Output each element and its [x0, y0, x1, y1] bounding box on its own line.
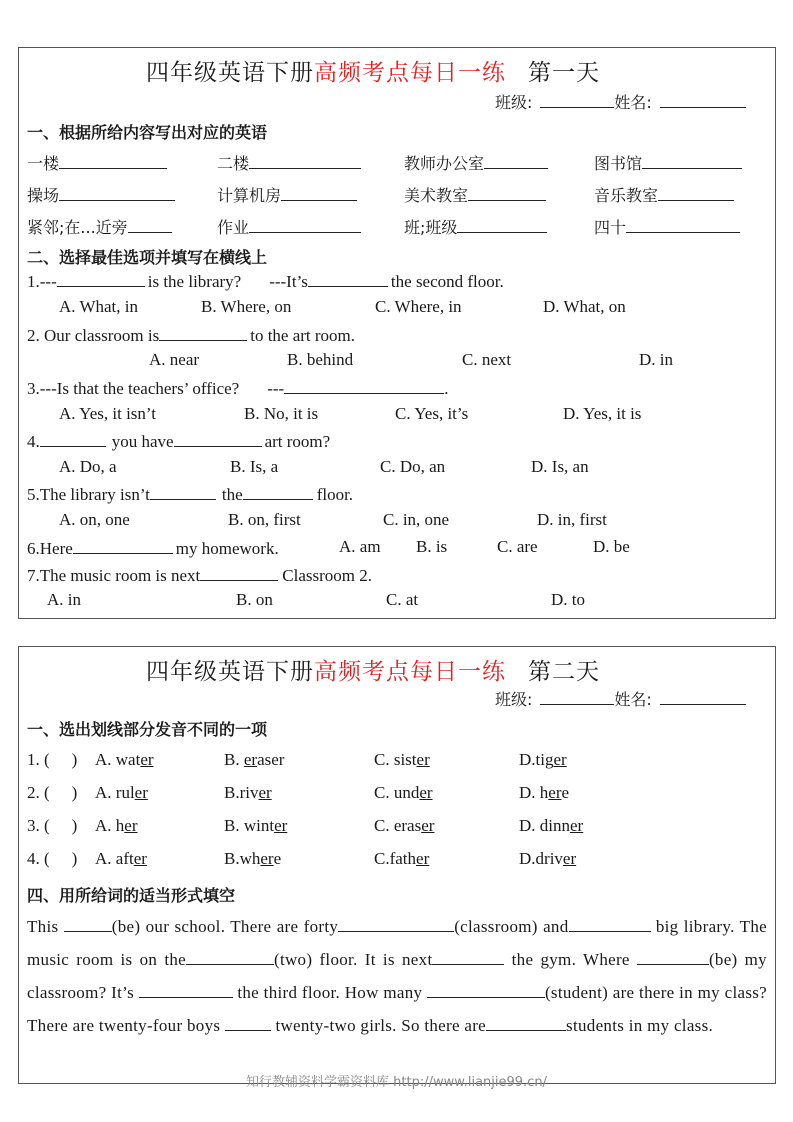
answer-blank[interactable]	[626, 216, 740, 233]
word-part: B.riv	[224, 783, 259, 802]
underlined-part: er	[416, 849, 430, 868]
option[interactable]: A. What, in	[59, 297, 139, 316]
answer-blank[interactable]	[569, 915, 651, 932]
option[interactable]: B. behind	[287, 350, 354, 369]
phonics-option[interactable]	[224, 849, 281, 869]
worksheet-day-2	[18, 646, 776, 1084]
answer-blank[interactable]	[658, 184, 734, 201]
answer-blank[interactable]	[338, 915, 454, 932]
phonics-option[interactable]	[224, 816, 287, 836]
option[interactable]: B. on	[236, 590, 273, 609]
word-part: D. dinn	[519, 816, 570, 835]
option[interactable]: A. Yes, it isn’t	[59, 404, 156, 423]
class-field[interactable]	[540, 91, 614, 108]
word-part: C. sist	[374, 750, 417, 769]
answer-blank[interactable]	[249, 216, 361, 233]
vocab-item: 计算机房	[217, 183, 357, 206]
option[interactable]: B. on, first	[228, 510, 301, 529]
option[interactable]: D. Yes, it is	[563, 404, 642, 423]
name-field[interactable]	[660, 91, 746, 108]
option[interactable]: C. Yes, it’s	[395, 404, 469, 423]
word-part: B.wh	[224, 849, 261, 868]
word-part: D.driv	[519, 849, 563, 868]
answer-blank[interactable]	[284, 377, 444, 394]
option[interactable]: B. Where, on	[201, 297, 292, 316]
vocab-item: 二楼	[217, 151, 361, 174]
underlined-part: er	[548, 783, 562, 802]
question-6: 6.Here my homework.	[27, 539, 279, 558]
answer-blank[interactable]	[243, 483, 313, 500]
footer-watermark: 知行教辅资料学霸资料库 http://www.lianjie99.cn/	[246, 1075, 547, 1090]
answer-blank[interactable]	[484, 152, 548, 169]
option[interactable]: C. Do, an	[380, 457, 446, 476]
answer-blank[interactable]	[59, 152, 167, 169]
option[interactable]: C. next	[462, 350, 512, 369]
word-part: A. h	[95, 816, 125, 835]
word-part: D.tig	[519, 750, 554, 769]
word-part: aser	[257, 750, 285, 769]
answer-blank[interactable]	[281, 184, 357, 201]
option[interactable]: D. in, first	[537, 510, 607, 529]
answer-blank[interactable]	[642, 152, 742, 169]
word-part: C.fath	[374, 849, 417, 868]
underlined-part: er	[134, 783, 148, 802]
class-field[interactable]	[540, 688, 614, 705]
option[interactable]: C. Where, in	[375, 297, 462, 316]
option[interactable]: A. in	[47, 590, 81, 609]
phonics-option[interactable]	[224, 750, 284, 770]
student-info: 班级: 姓名:	[495, 90, 746, 113]
section-heading: 二、选择最佳选项并填写在横线上	[27, 248, 268, 267]
word-part: e	[273, 849, 282, 868]
answer-blank[interactable]	[73, 537, 173, 554]
word-part: C. und	[374, 783, 420, 802]
underlined-part: er	[258, 783, 272, 802]
word-part: A. aft	[95, 849, 134, 868]
answer-blank[interactable]	[427, 981, 545, 998]
option[interactable]: C. in, one	[383, 510, 450, 529]
answer-blank[interactable]	[637, 948, 709, 965]
phonics-option[interactable]	[519, 849, 576, 869]
phonics-option[interactable]	[374, 750, 430, 770]
answer-blank[interactable]	[159, 324, 247, 341]
vocab-item: 班;班级	[404, 215, 547, 238]
underlined-part: er	[570, 816, 584, 835]
question-number: 3. ( )	[27, 816, 78, 835]
phonics-option[interactable]	[519, 750, 567, 770]
option[interactable]: C. are	[497, 537, 538, 556]
student-info: 班级: 姓名:	[495, 687, 746, 710]
underlined-part: er	[562, 849, 577, 868]
underlined-part: er	[421, 816, 435, 835]
vocab-item: 四十	[594, 215, 740, 238]
option[interactable]: A. Do, a	[59, 457, 117, 476]
answer-blank[interactable]	[486, 1014, 566, 1031]
answer-blank[interactable]	[249, 152, 361, 169]
name-field[interactable]	[660, 688, 746, 705]
word-part: D. h	[519, 783, 549, 802]
phonics-option[interactable]	[374, 783, 433, 803]
option[interactable]: B. is	[416, 537, 448, 556]
underlined-part: er	[260, 849, 274, 868]
phonics-option[interactable]	[224, 783, 272, 803]
answer-blank[interactable]	[225, 1014, 271, 1031]
vocab-item: 美术教室	[404, 183, 546, 206]
answer-blank[interactable]	[432, 948, 504, 965]
option[interactable]: D. to	[551, 590, 585, 609]
question-1: 1.--- is the library? ---It’s the second floor.	[27, 272, 504, 291]
phonics-option[interactable]	[374, 849, 429, 869]
underlined-part: er	[124, 816, 138, 835]
option[interactable]: A. am	[339, 537, 381, 556]
phonics-option[interactable]	[95, 750, 154, 770]
question-number: 1. ( )	[27, 750, 78, 769]
fill-in-paragraph: This (be) our school. There are forty (classroom) and big library. The music room is on the (two) floor. It is next the gym. Where (be) my classroom? It’s the third floor. How many (student) are there in my class? There are twenty-four boys twenty-two girls. So there are students in my class.	[27, 917, 767, 1035]
question-number: 4. ( )	[27, 849, 78, 868]
question-4: 4. you have art room?	[27, 432, 331, 451]
answer-blank[interactable]	[468, 184, 546, 201]
option[interactable]: D. be	[593, 537, 630, 556]
phonics-option[interactable]	[374, 816, 434, 836]
answer-blank[interactable]	[59, 184, 175, 201]
question-2: 2. Our classroom is to the art room.	[27, 326, 356, 345]
underlined-part: er	[419, 783, 433, 802]
word-part: B.	[224, 750, 244, 769]
word-part: A. wat	[95, 750, 141, 769]
option[interactable]: C. at	[386, 590, 419, 609]
question-3: 3.---Is that the teachers’ office? --- .	[27, 379, 449, 398]
section-heading: 一、选出划线部分发音不同的一项	[27, 720, 268, 739]
underlined-part: er	[133, 849, 147, 868]
vocab-item: 作业	[217, 215, 361, 238]
answer-blank[interactable]	[40, 430, 106, 447]
vocab-item: 操场	[27, 183, 175, 206]
answer-blank[interactable]	[186, 948, 274, 965]
option[interactable]: A. near	[149, 350, 200, 369]
answer-blank[interactable]	[57, 270, 145, 287]
word-part: B. wint	[224, 816, 275, 835]
phonics-option[interactable]	[519, 783, 569, 803]
underlined-part: er	[243, 750, 258, 769]
vocab-item: 教师办公室	[404, 151, 548, 174]
answer-blank[interactable]	[174, 430, 262, 447]
word-part: C. eras	[374, 816, 422, 835]
phonics-option[interactable]	[95, 816, 138, 836]
phonics-option[interactable]	[519, 816, 583, 836]
underlined-part: er	[416, 750, 430, 769]
question-number: 2. ( )	[27, 783, 78, 802]
answer-blank[interactable]	[200, 564, 278, 581]
underlined-part: er	[274, 816, 288, 835]
word-part: e	[561, 783, 570, 802]
underlined-part: er	[553, 750, 567, 769]
vocab-item: 音乐教室	[594, 183, 734, 206]
option[interactable]: B. No, it is	[244, 404, 319, 423]
vocab-item: 一楼	[27, 151, 167, 174]
answer-blank[interactable]	[308, 270, 388, 287]
worksheet-title: 四年级英语下册高频考点每日一练 第二天	[146, 659, 600, 685]
word-part: A. rul	[95, 783, 135, 802]
option[interactable]: D. What, on	[543, 297, 626, 316]
answer-blank[interactable]	[139, 981, 233, 998]
vocab-item: 图书馆	[594, 151, 742, 174]
underlined-part: er	[140, 750, 154, 769]
section-heading: 四、用所给词的适当形式填空	[27, 886, 236, 905]
option[interactable]: A. on, one	[59, 510, 130, 529]
question-5: 5.The library isn’t the floor.	[27, 485, 354, 504]
answer-blank[interactable]	[64, 915, 112, 932]
vocab-item: 紧邻;在...近旁	[27, 215, 172, 238]
answer-blank[interactable]	[150, 483, 216, 500]
phonics-option[interactable]	[95, 783, 148, 803]
question-7: 7.The music room is next Classroom 2.	[27, 566, 373, 585]
worksheet-title: 四年级英语下册高频考点每日一练 第一天	[146, 60, 600, 86]
phonics-option[interactable]	[95, 849, 147, 869]
section-heading: 一、根据所给内容写出对应的英语	[27, 123, 268, 142]
answer-blank[interactable]	[457, 216, 547, 233]
answer-blank[interactable]	[128, 216, 172, 233]
option[interactable]: D. in	[639, 350, 673, 369]
option[interactable]: B. Is, a	[230, 457, 279, 476]
worksheet-day-1	[18, 47, 776, 619]
option[interactable]: D. Is, an	[531, 457, 589, 476]
